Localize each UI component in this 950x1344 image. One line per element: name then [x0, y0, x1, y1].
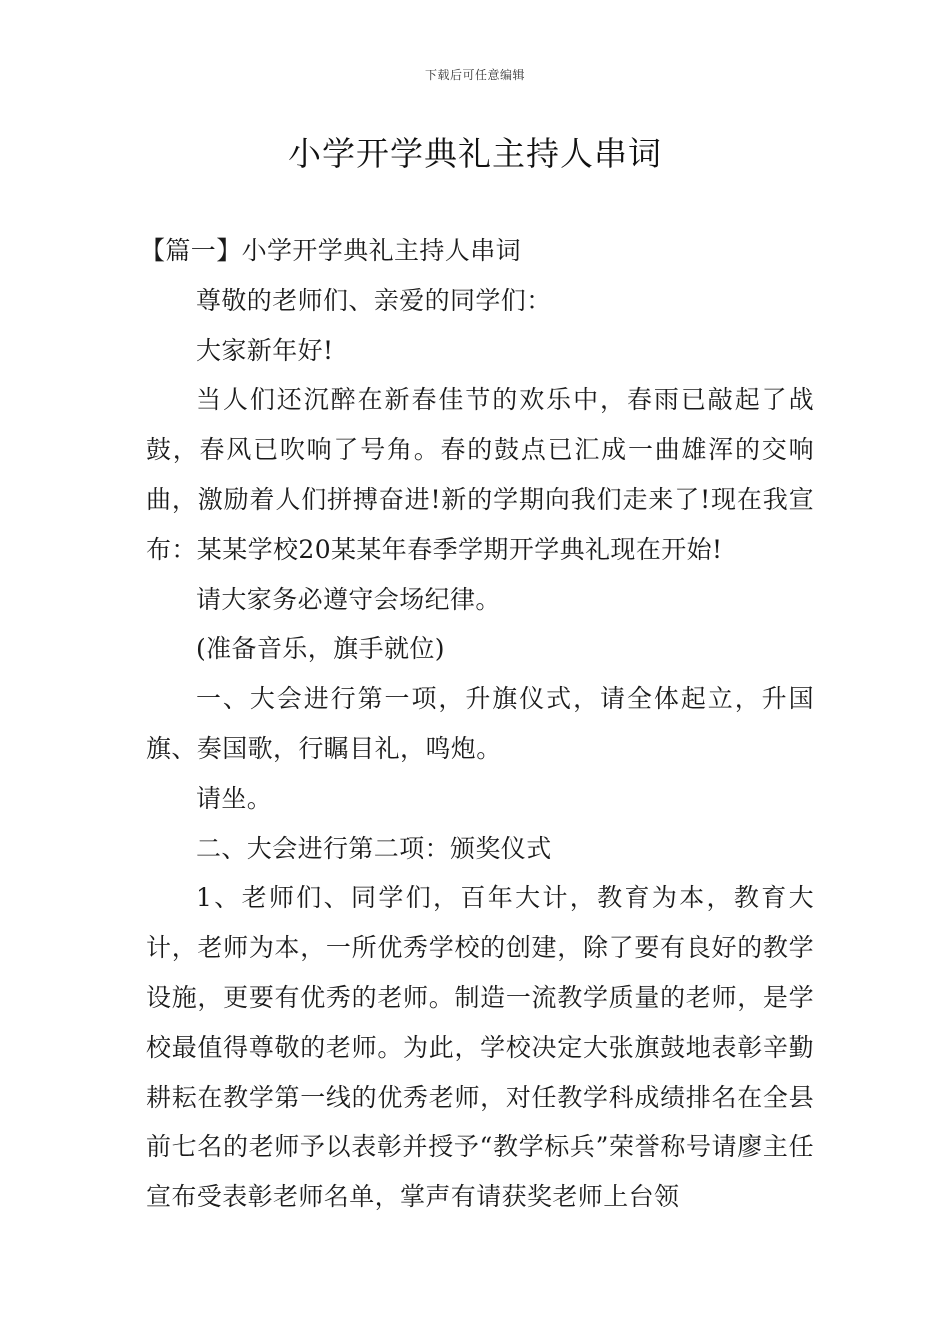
- paragraph-greeting: 尊敬的老师们、亲爱的同学们：: [196, 285, 552, 315]
- header-note: 下载后可任意编辑: [424, 68, 525, 82]
- paragraph-music-cue: (准备音乐，旗手就位): [196, 634, 445, 664]
- paragraph-opening: 当人们还沉醉在新春佳节的欢乐中，春雨已敲起了战鼓，春风已吹响了号角。春的鼓点已汇成一曲雄浑的交响曲，激励着人们拼搏奋进!新的学期向我们走来了!现在我宣布：某某学校20某某年春季学期开学典礼现在开始!: [146, 385, 814, 564]
- page-title: 小学开学典礼主持人串词: [288, 134, 662, 173]
- paragraph-be-seated: 请坐。: [196, 783, 273, 813]
- paragraph-item-two: 二、大会进行第二项：颁奖仪式: [196, 833, 552, 863]
- document-body: [140, 226, 814, 1222]
- section-heading: 【篇一】小学开学典礼主持人串词: [140, 236, 522, 265]
- paragraph-item-one: 一、大会进行第一项，升旗仪式，请全体起立，升国旗、奏国歌，行瞩目礼，鸣炮。: [146, 684, 814, 763]
- paragraph-new-year: 大家新年好!: [196, 335, 334, 365]
- paragraph-award-intro: 1、老师们、同学们，百年大计，教育为本，教育大计，老师为本，一所优秀学校的创建，除了要有良好的教学设施，更要有优秀的老师。制造一流教学质量的老师，是学校最值得尊敬的老师。为此，学校决定大张旗鼓地表彰辛勤耕耘在教学第一线的优秀老师，对任教学科成绩排名在全县前七名的老师予以表彰并授予“教学标兵”荣誉称号请廖主任宣布受表彰老师名单，掌声有请获奖老师上台领: [146, 883, 814, 1212]
- paragraph-discipline: 请大家务必遵守会场纪律。: [196, 584, 501, 614]
